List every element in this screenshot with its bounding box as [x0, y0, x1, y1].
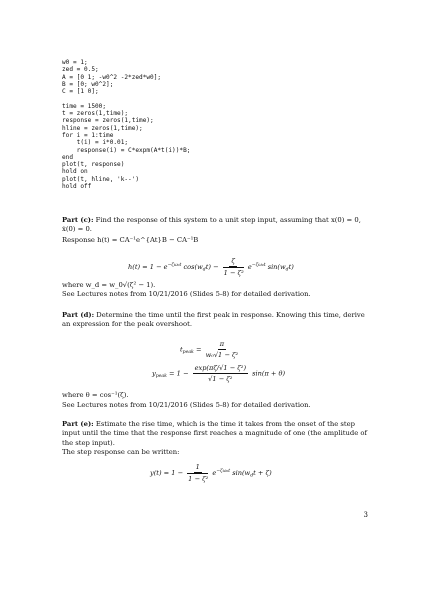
eq-e-exp: −ζω₀t [216, 469, 231, 474]
eq-c-end: sin(w [267, 263, 286, 271]
code-line: hline = zeros(1,time); [62, 124, 143, 132]
code-line: w0 = 1; [62, 59, 88, 66]
part-d-tpeak-equation: $t_{peak}$ = $\frac{\pi}{\text{w₀√1 − ζ²}}$ [180, 340, 239, 359]
part-e-equation: y(t) = 1 − $\frac{1}{\text{1 − ζ²}}$ $e^{-\zeta\omega_0t}$ $\sin(w_dt + \zeta)$ [150, 463, 272, 483]
eq-c-mid2: t) − [205, 263, 219, 271]
eq-c-exp: −ζω₀t [167, 263, 182, 268]
eq-ypeak-pre: = 1 − [169, 369, 189, 378]
eq-ypeak-num: exp(πζ/√1 − ζ²) [194, 364, 247, 372]
eq-e-fraction [187, 463, 208, 483]
eq-c-mid-sub: d [202, 267, 206, 273]
eq-ypeak-fraction [193, 364, 248, 383]
code-line: plot(t, hline, 'k--') [62, 175, 140, 183]
eq-c-exp2: −ζω₀t [251, 263, 266, 268]
part-d-see: See Lectures notes from 10/21/2016 (Slides 5-8) for detailed derivation. [62, 401, 311, 409]
eq-c-frac-den: 1 − ζ² [223, 269, 244, 277]
part-e-text: Estimate the rise time, which is the time it takes from the onset of the step input until the time that the response first reaches a magnitude of one (the amplitude of the step input). [62, 420, 367, 447]
code-line: t(i) = i*0.01; [62, 139, 129, 147]
code-line: A = [0 1; -w0^2 -2*zed*w0]; [62, 73, 162, 81]
code-line: response = zeros(1,time); [62, 117, 154, 125]
matlab-code-block [62, 59, 372, 190]
part-d-text: Determine the time until the first peak in response. Knowing this time, derive an expression for the peak overshoot. [62, 311, 365, 329]
eq-tpeak-den: w₀√1 − ζ² [205, 351, 239, 359]
part-e-step-intro: The step response can be written: [62, 448, 180, 456]
part-c-response-line: Response h(t) = CA⁻¹e^{At}B − CA⁻¹B [62, 236, 199, 244]
part-c-see: See Lectures notes from 10/21/2016 (Slides 5-8) for detailed derivation. [62, 290, 311, 298]
code-line: hold on [62, 168, 88, 176]
page-number: 3 [363, 511, 368, 519]
eq-e-den: 1 − ζ² [188, 475, 209, 483]
eq-e-lhs: y(t) = 1 − [150, 469, 184, 477]
part-e-paragraph [62, 420, 368, 448]
part-c-paragraph [62, 216, 368, 235]
part-d-label: Part (d): [62, 311, 95, 319]
part-e-label: Part (e): [62, 420, 94, 428]
eq-tpeak-sub: peak [182, 350, 194, 355]
eq-c-end-sub: d [285, 267, 289, 273]
code-line [62, 95, 372, 102]
code-line: hold off [62, 183, 92, 191]
code-line: t = zeros(1,time); [62, 110, 129, 118]
eq-tpeak-num: π [219, 340, 225, 348]
eq-c-lhs: h(t) = 1 − e [128, 263, 168, 271]
eq-c-mid: cos(w [183, 263, 203, 271]
code-line: for i = 1:time [62, 131, 114, 139]
eq-e-num: 1 [195, 463, 200, 471]
eq-tpeak-lhs: t [180, 345, 183, 354]
eq-ypeak-sub: peak [155, 374, 167, 379]
eq-ypeak-lhs: y [152, 369, 156, 378]
part-c-label: Part (c): [62, 216, 94, 224]
eq-ypeak-den: √1 − ζ² [208, 375, 233, 383]
code-line: plot(t, response) [62, 161, 125, 169]
eq-c-fraction [223, 257, 244, 277]
code-line: C = [1 0]; [62, 88, 99, 96]
part-d-where: where θ = cos⁻¹(ζ). [62, 391, 129, 399]
part-d-ypeak-equation [152, 364, 285, 383]
code-line: response(i) = C*expm(A*t(i))*B; [62, 146, 191, 154]
part-c-where: where w_d = w_0√(ζ² − 1). [62, 281, 156, 289]
code-line: B = [0; w0^2]; [62, 80, 114, 88]
part-c-text: Find the response of this system to a unit step input, assuming that x(0) = 0, ẋ(0) = 0. [62, 216, 361, 234]
eq-c-end2: t) [288, 263, 294, 271]
part-d-paragraph [62, 311, 368, 330]
eq-e-end-sub: d [250, 473, 254, 479]
eq-ypeak-post: sin(π + θ) [252, 369, 286, 378]
code-line: end [62, 153, 74, 161]
code-line: zed = 0.5; [62, 66, 99, 74]
eq-e-end2: t + ζ) [253, 469, 272, 477]
eq-tpeak-fraction [206, 340, 239, 359]
eq-e-end: sin(w [232, 469, 251, 477]
code-line: time = 1500; [62, 102, 107, 110]
part-c-equation: $h(t) = 1 - e^{-\zeta\omega_0t}$ $\cos(w_dt)$ − $\frac{\zeta}{\text{1 − ζ²}}$ $e^{-\zeta\omega_0t}$ $\sin(w_dt)$ [128, 257, 294, 277]
eq-c-frac-num: ζ [231, 257, 235, 265]
